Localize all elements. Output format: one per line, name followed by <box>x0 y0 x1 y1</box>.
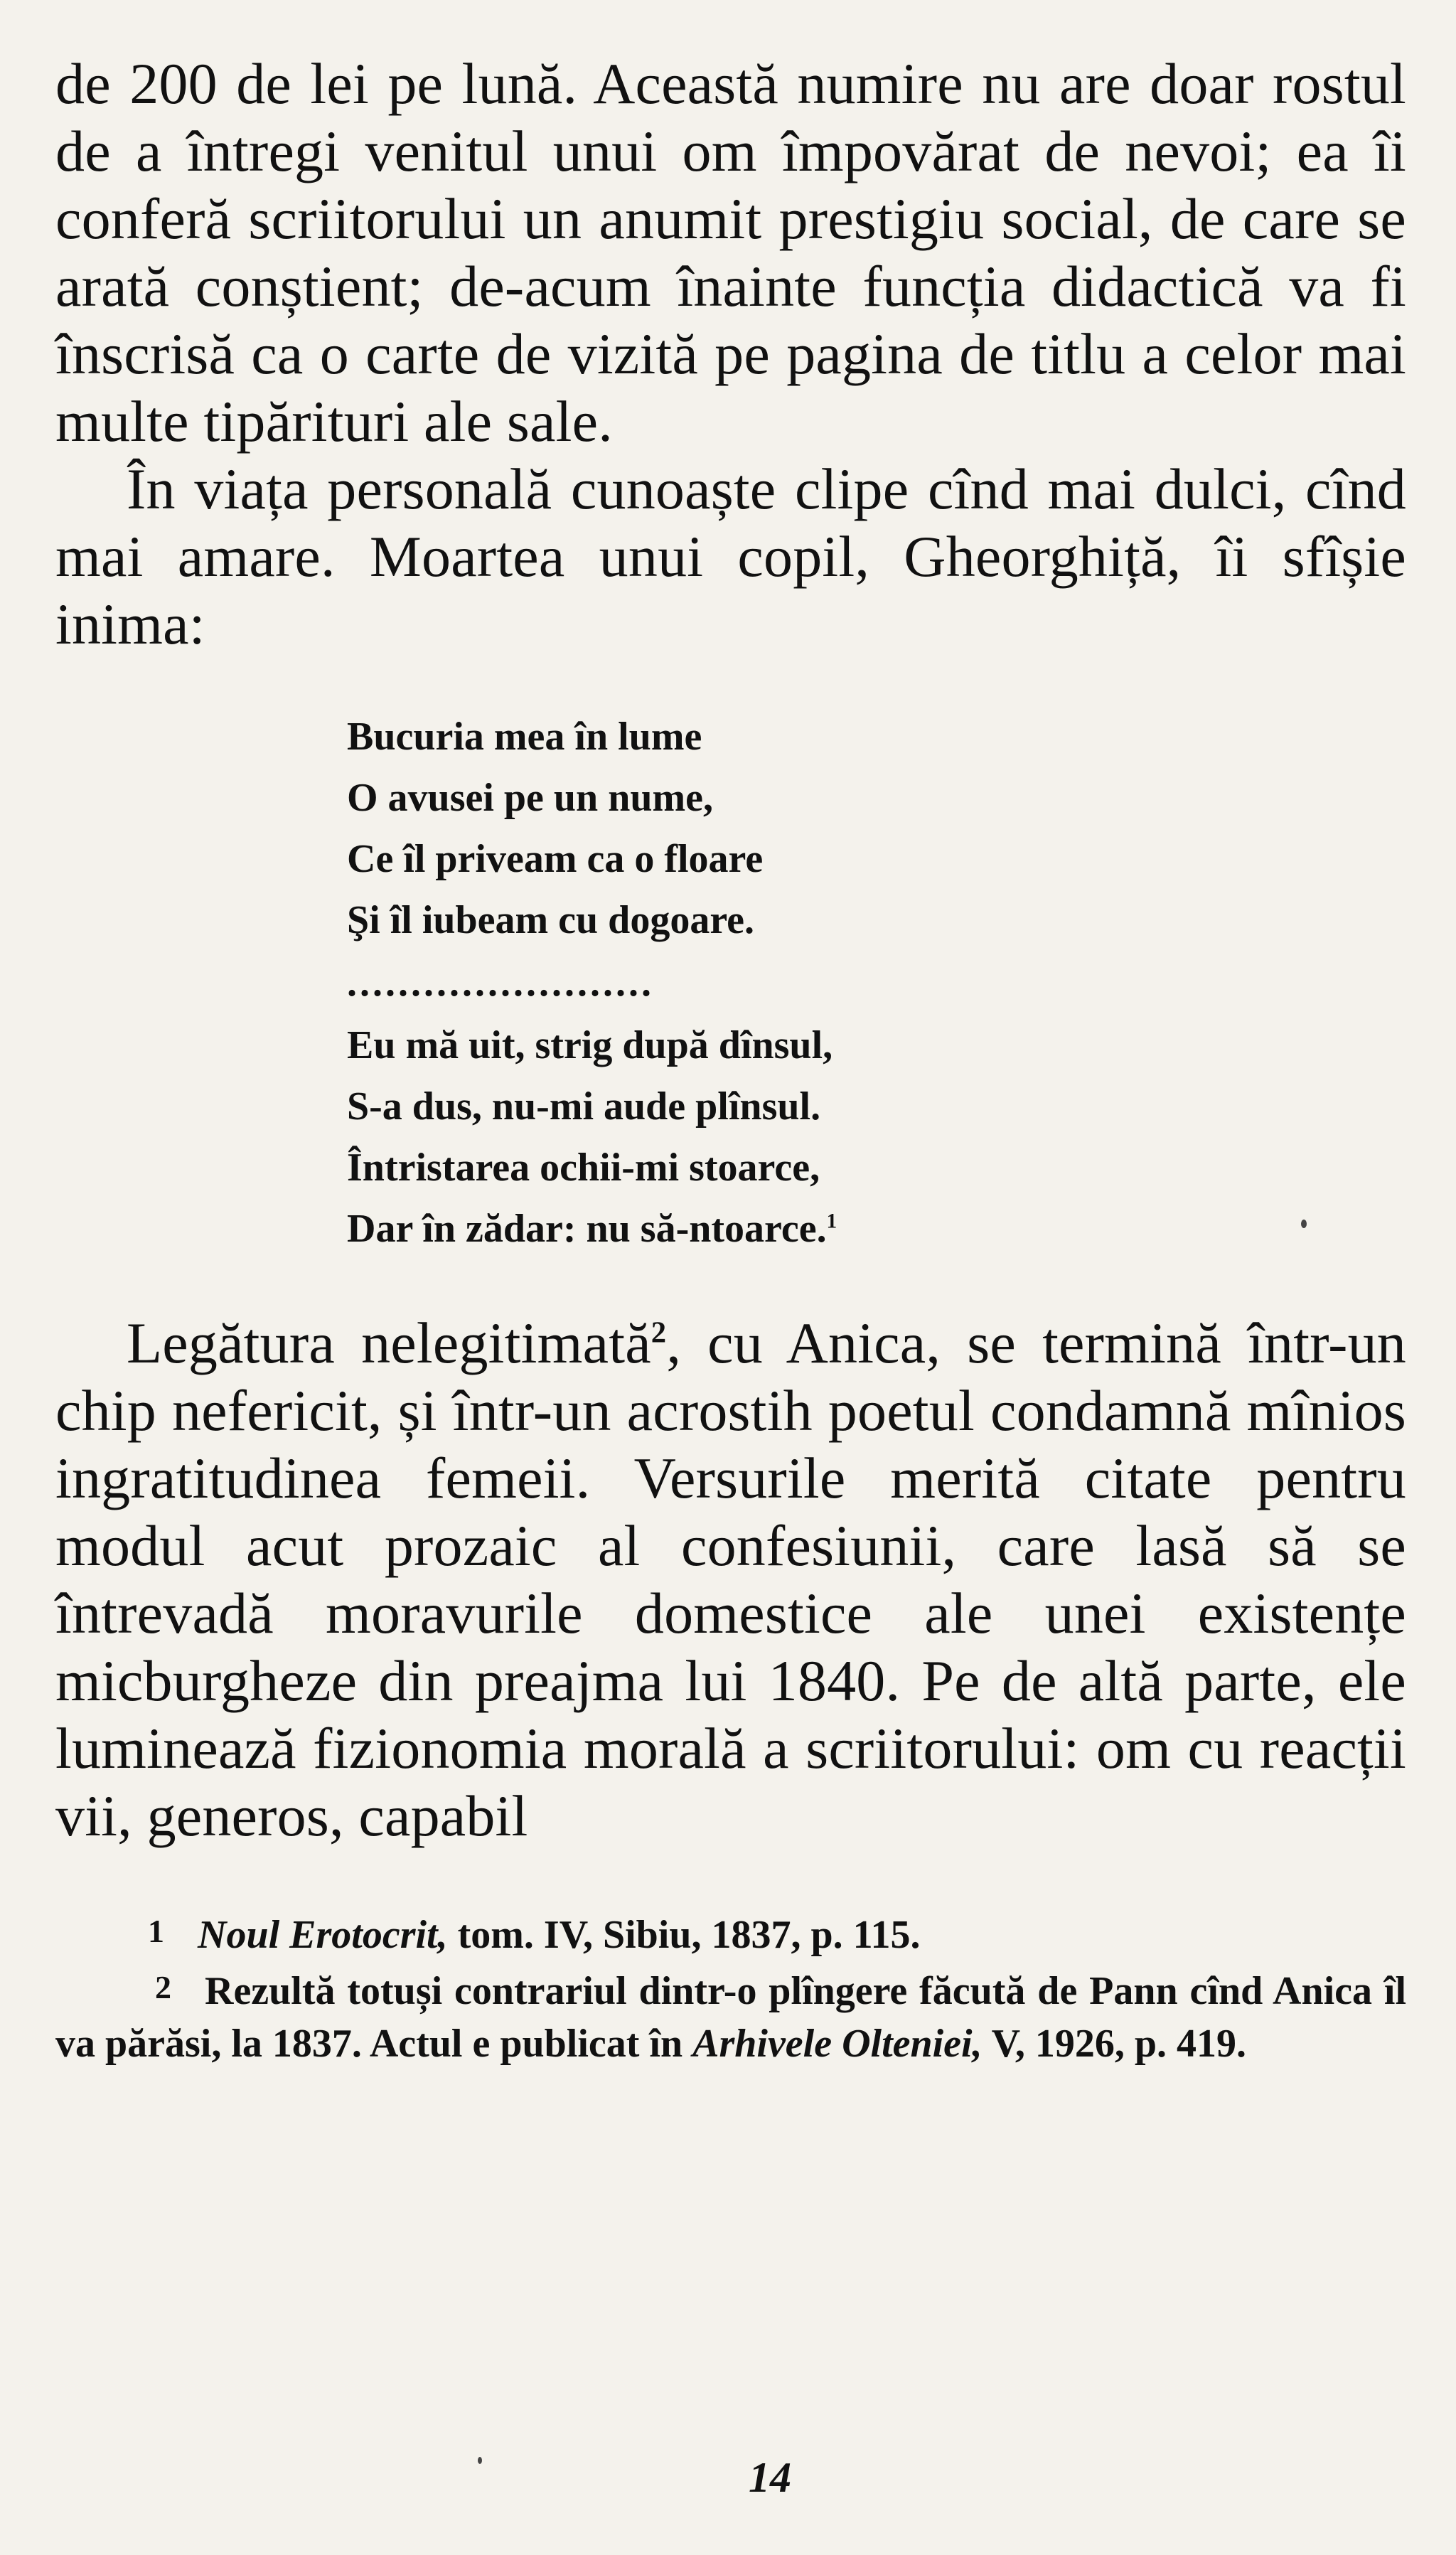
paper-speck <box>478 2457 482 2464</box>
footnote-1: 1 Noul Erotocrit, tom. IV, Sibiu, 1837, p. 115. <box>55 1905 1406 1961</box>
footnote-title: Arhivele Olteniei, <box>692 2022 983 2066</box>
footnote-ref-1: 1 <box>826 1210 837 1233</box>
poem-line: Şi îl iubeam cu dogoare. <box>347 898 755 942</box>
poem-omission-dots: ........................ <box>347 961 654 1005</box>
poem-line: Bucuria mea în lume <box>347 715 702 759</box>
footnotes <box>55 1905 1406 2070</box>
poem-line: Eu mă uit, strig după dînsul, <box>347 1023 833 1067</box>
poem-quote <box>347 706 1406 1259</box>
footnote-title: Noul Erotocrit, <box>198 1913 448 1957</box>
footnote-ref-2: 2 <box>651 1316 667 1350</box>
paragraph-1-continuation: În viața personală cunoaște clipe cînd mai dulci, cînd mai amare. Moartea unui copil, Gheorghiță, îi sfîșie inima: <box>55 457 1406 656</box>
body-paragraph-1 <box>55 50 1406 658</box>
paper-speck <box>1301 1220 1307 1228</box>
footnote-2: 2 Rezultă totuși contrariul dintr-o plîngere făcută de Pann cînd Anica îl va părăsi, la 1837. Actul e publicat în Arhivele Olteniei, V, 1926, p. 419. <box>55 1961 1406 2070</box>
book-page <box>55 50 1406 2510</box>
poem-line: Întristarea ochii-mi stoarce, <box>347 1146 820 1190</box>
poem-line: Ce îl priveam ca o floare <box>347 837 764 881</box>
poem-line-last: Dar în zădar: nu să-ntoarce.$^1$ <box>347 1207 837 1251</box>
footnote-mark: 1 <box>148 1913 164 1949</box>
page-number: 14 <box>749 2454 791 2501</box>
footnote-mark: 2 <box>155 1969 171 2005</box>
paragraph-1-text: de 200 de lei pe lună. Această numire nu are doar rostul de a întregi venitul unui om împovărat de nevoi; ea îi conferă scriitorului un anumit prestigiu social, de care se arată conștient; de-acum înainte funcția didactică va fi înscrisă ca o carte de vizită pe pagina de titlu a celor mai multe tipărituri ale sale. <box>55 51 1406 454</box>
poem-line: S-a dus, nu-mi aude plînsul. <box>347 1084 821 1129</box>
poem-line: O avusei pe un nume, <box>347 776 713 820</box>
body-paragraph-2: Legătura nelegitimată$^2$, cu Anica, se termină într-un chip nefericit, și într-un acrostih poetul condamnă mînios ingratitudinea femeii. Versurile merită citate pentru modul acut prozaic al confesiunii, care lasă să se întrevadă moravurile domestice ale unei existențe micburgheze din preajma lui 1840. Pe de altă parte, ele luminează fizionomia morală a scriitorului: om cu reacții vii, generos, capabil <box>55 1311 1407 1848</box>
